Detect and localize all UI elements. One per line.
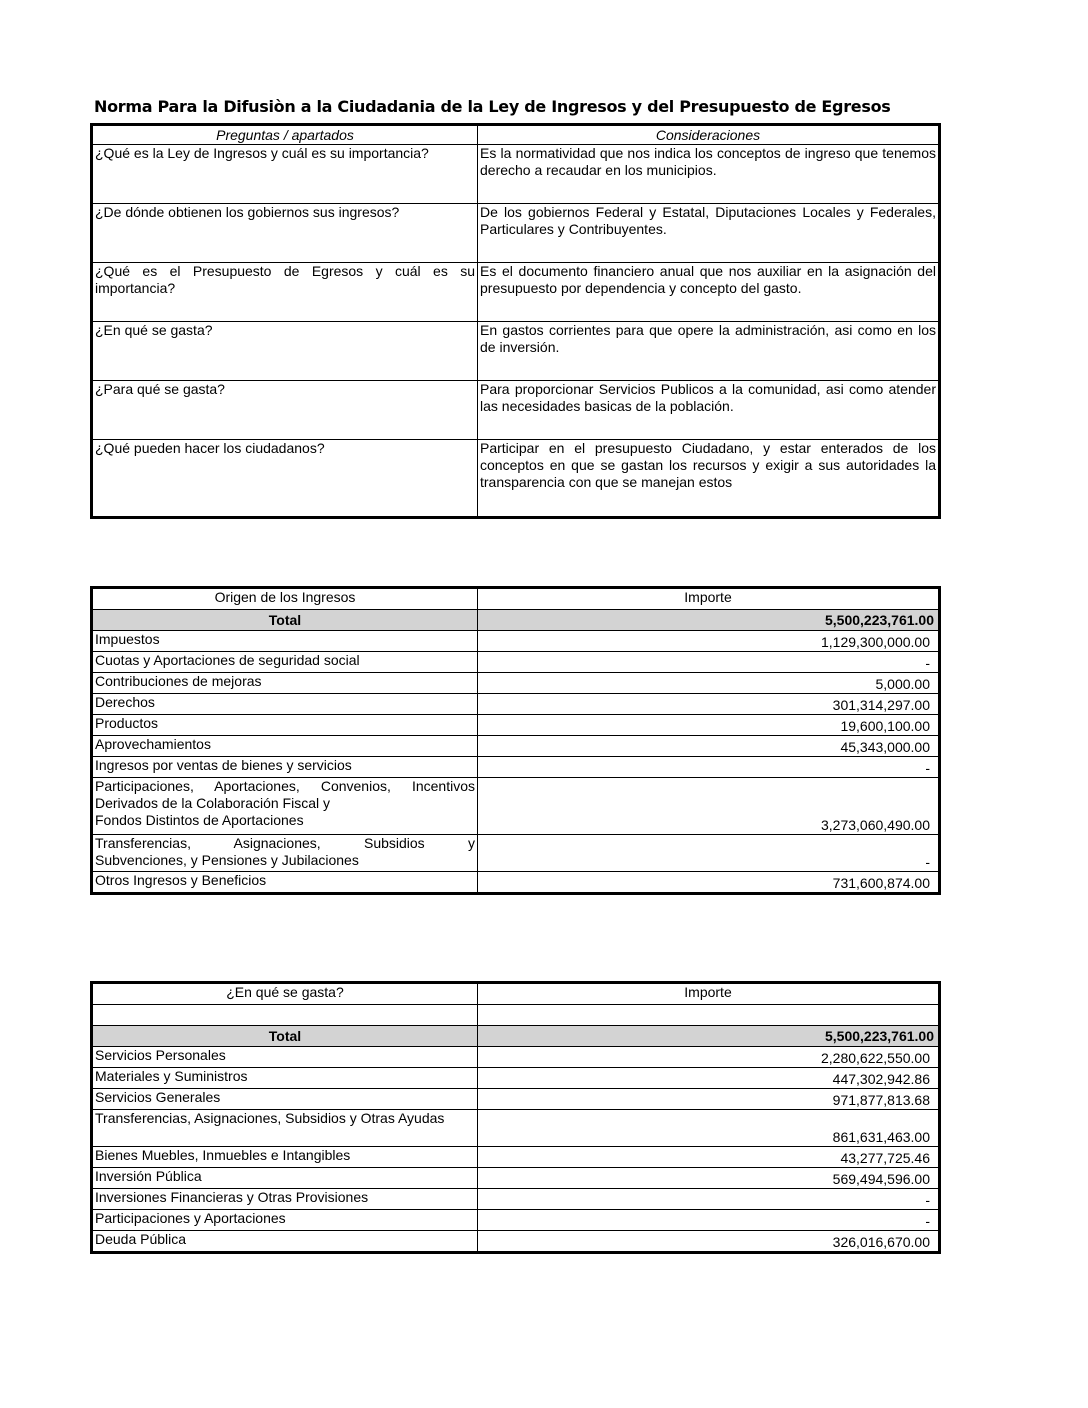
table-row	[92, 757, 940, 778]
spending-value: 861,631,463.00	[478, 1110, 940, 1147]
income-value: 301,314,297.00	[478, 694, 940, 715]
header-importe: Importe	[478, 983, 940, 1005]
income-label: Productos	[92, 715, 478, 736]
total-label: Total	[92, 1026, 478, 1047]
questions-header-row	[92, 125, 940, 145]
spending-label: Deuda Pública	[92, 1231, 478, 1253]
income-label-line: Transferencias, Asignaciones, Subsidios y	[95, 835, 475, 851]
question-text: ¿Qué es el Presupuesto de Egresos y cuál es su importancia?	[92, 263, 478, 322]
answer-text: De los gobiernos Federal y Estatal, Diputaciones Locales y Federales, Particulares y Contribuyentes.	[478, 204, 940, 263]
table-row	[92, 652, 940, 673]
question-row	[92, 381, 940, 440]
income-label: Impuestos	[92, 631, 478, 652]
table-row	[92, 673, 940, 694]
table-row	[92, 694, 940, 715]
table-row	[92, 631, 940, 652]
income-label-line: Participaciones, Aportaciones, Convenios, Incentivos	[95, 778, 475, 794]
total-value: 5,500,223,761.00	[478, 610, 940, 631]
question-text: ¿Qué pueden hacer los ciudadanos?	[92, 440, 478, 518]
answer-text: Es la normatividad que nos indica los conceptos de ingreso que tenemos derecho a recaudar en los municipios.	[478, 145, 940, 204]
table-row	[92, 1231, 940, 1253]
empty-row	[92, 1005, 940, 1026]
income-label-multiline	[92, 778, 478, 835]
income-value: -	[478, 835, 940, 872]
income-label-line: Fondos Distintos de Aportaciones	[95, 812, 304, 828]
question-row	[92, 145, 940, 204]
header-consideraciones: Consideraciones	[478, 125, 940, 145]
header-origen: Origen de los Ingresos	[92, 588, 478, 610]
spending-header-row	[92, 983, 940, 1005]
question-row	[92, 263, 940, 322]
answer-text: En gastos corrientes para que opere la administración, asi como en los de inversión.	[478, 322, 940, 381]
table-row	[92, 1147, 940, 1168]
header-en-que-se-gasta: ¿En qué se gasta?	[92, 983, 478, 1005]
spending-value: 569,494,596.00	[478, 1168, 940, 1189]
question-text: ¿Para qué se gasta?	[92, 381, 478, 440]
table-row	[92, 736, 940, 757]
income-label: Aprovechamientos	[92, 736, 478, 757]
table-row	[92, 835, 940, 872]
spending-label: Servicios Personales	[92, 1047, 478, 1068]
spending-value: 326,016,670.00	[478, 1231, 940, 1253]
table-row	[92, 1047, 940, 1068]
question-row	[92, 204, 940, 263]
questions-table	[90, 123, 941, 519]
spending-value: -	[478, 1210, 940, 1231]
spending-label: Servicios Generales	[92, 1089, 478, 1110]
question-text: ¿De dónde obtienen los gobiernos sus ingresos?	[92, 204, 478, 263]
question-text: ¿Qué es la Ley de Ingresos y cuál es su importancia?	[92, 145, 478, 204]
income-label: Derechos	[92, 694, 478, 715]
spending-label: Bienes Muebles, Inmuebles e Intangibles	[92, 1147, 478, 1168]
header-importe: Importe	[478, 588, 940, 610]
spending-label: Participaciones y Aportaciones	[92, 1210, 478, 1231]
document-title: Norma Para la Difusiòn a la Ciudadania de la Ley de Ingresos y del Presupuesto de Egresos	[94, 97, 891, 116]
answer-text: Para proporcionar Servicios Publicos a la comunidad, asi como atender las necesidades basicas de la población.	[478, 381, 940, 440]
income-value: 19,600,100.00	[478, 715, 940, 736]
spending-total-row	[92, 1026, 940, 1047]
table-row	[92, 1168, 940, 1189]
table-row	[92, 778, 940, 835]
income-value: 731,600,874.00	[478, 872, 940, 894]
answer-text: Es el documento financiero anual que nos auxiliar en la asignación del presupuesto por dependencia y concepto del gasto.	[478, 263, 940, 322]
table-row	[92, 1189, 940, 1210]
header-preguntas: Preguntas / apartados	[92, 125, 478, 145]
empty-cell	[478, 1005, 940, 1026]
income-label: Ingresos por ventas de bienes y servicios	[92, 757, 478, 778]
empty-cell	[92, 1005, 478, 1026]
spending-label: Materiales y Suministros	[92, 1068, 478, 1089]
income-label: Otros Ingresos y Beneficios	[92, 872, 478, 894]
question-row	[92, 440, 940, 518]
total-value: 5,500,223,761.00	[478, 1026, 940, 1047]
income-label-line: Subvenciones, y Pensiones y Jubilaciones	[95, 852, 359, 868]
spending-label: Transferencias, Asignaciones, Subsidios y Otras Ayudas	[92, 1110, 478, 1147]
spending-value: 43,277,725.46	[478, 1147, 940, 1168]
spending-value: 447,302,942.86	[478, 1068, 940, 1089]
income-total-row	[92, 610, 940, 631]
income-value: 1,129,300,000.00	[478, 631, 940, 652]
spending-label: Inversión Pública	[92, 1168, 478, 1189]
question-row	[92, 322, 940, 381]
income-label-line: Derivados de la Colaboración Fiscal y	[95, 795, 330, 811]
question-text: ¿En qué se gasta?	[92, 322, 478, 381]
spending-value: 2,280,622,550.00	[478, 1047, 940, 1068]
table-row	[92, 1110, 940, 1147]
table-row	[92, 1210, 940, 1231]
total-label: Total	[92, 610, 478, 631]
income-value: -	[478, 652, 940, 673]
income-value: 5,000.00	[478, 673, 940, 694]
income-label: Contribuciones de mejoras	[92, 673, 478, 694]
table-row	[92, 872, 940, 894]
spending-value: 971,877,813.68	[478, 1089, 940, 1110]
spending-table	[90, 981, 941, 1254]
income-label: Cuotas y Aportaciones de seguridad social	[92, 652, 478, 673]
income-value: 45,343,000.00	[478, 736, 940, 757]
answer-text: Participar en el presupuesto Ciudadano, y estar enterados de los conceptos en que se gastan los recursos y exigir a sus autoridades la transparencia con que se manejan estos	[478, 440, 940, 518]
income-table	[90, 586, 941, 895]
spending-value: -	[478, 1189, 940, 1210]
spending-label: Inversiones Financieras y Otras Provisiones	[92, 1189, 478, 1210]
table-row	[92, 1089, 940, 1110]
income-header-row	[92, 588, 940, 610]
table-row	[92, 715, 940, 736]
income-value: -	[478, 757, 940, 778]
table-row	[92, 1068, 940, 1089]
income-label-multiline	[92, 835, 478, 872]
income-value: 3,273,060,490.00	[478, 778, 940, 835]
